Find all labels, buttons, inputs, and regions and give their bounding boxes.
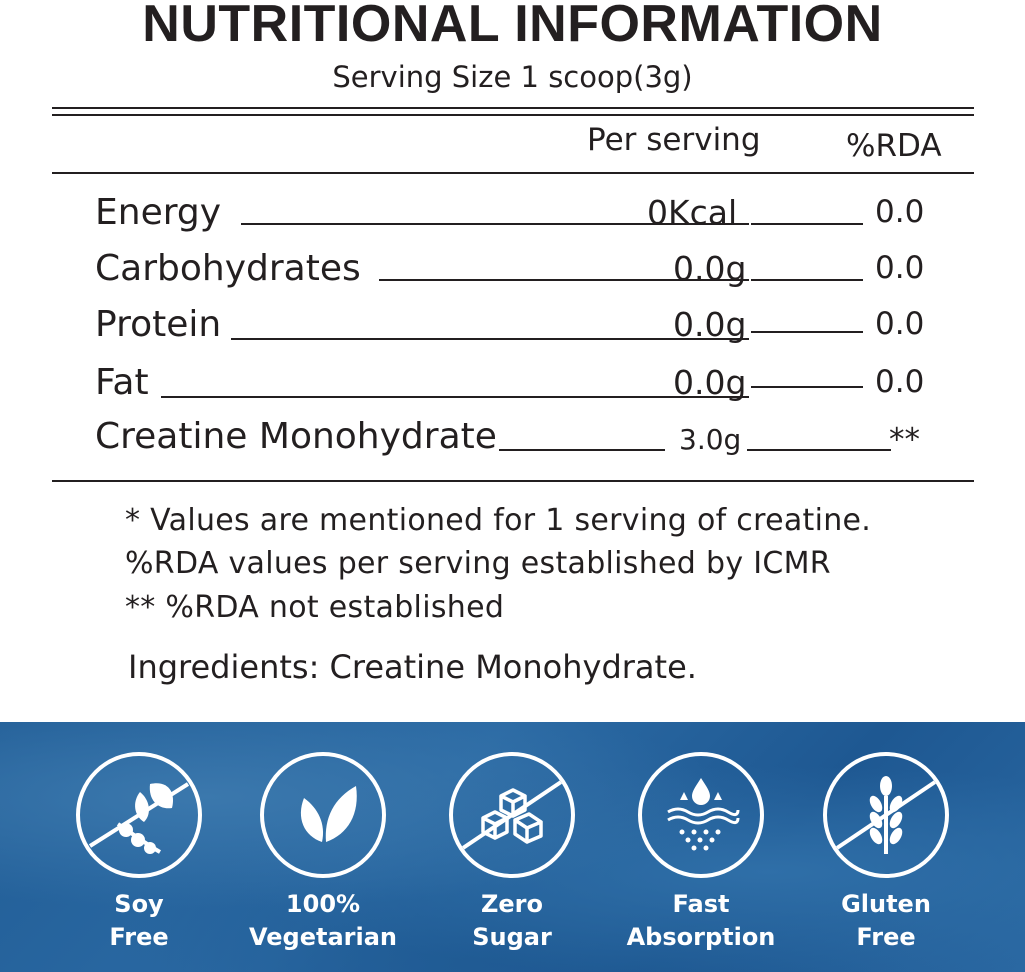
- leader-line: [161, 396, 749, 398]
- nutrient-rda: 0.0: [875, 194, 925, 230]
- badge-label-line1: Gluten: [841, 890, 931, 918]
- footnote-1: * Values are mentioned for 1 serving of creatine.: [125, 503, 872, 538]
- badge-vegetarian: [248, 752, 398, 954]
- nutrient-amount: 0.0g: [673, 363, 747, 402]
- leader-line: [751, 331, 863, 333]
- leader-line: [231, 338, 749, 340]
- nutrient-row-protein: [95, 300, 925, 350]
- nutrient-row-energy: [95, 188, 925, 238]
- nutrient-name: Carbohydrates: [95, 248, 361, 289]
- nutrient-amount: 0.0g: [673, 305, 747, 344]
- nutrient-rda: 0.0: [875, 250, 925, 286]
- double-rule-bottom: [52, 114, 974, 116]
- nutrient-name: Energy: [95, 192, 222, 233]
- badge-label-line2: Free: [109, 923, 169, 951]
- leader-line: [751, 386, 863, 388]
- badge-label-line1: Soy: [114, 890, 164, 918]
- column-header-per-serving: Per serving: [587, 122, 761, 158]
- nutrient-row-creatine: [95, 412, 925, 462]
- serving-size: Serving Size 1 scoop(3g): [332, 60, 693, 94]
- sugar-cubes-icon: [449, 752, 575, 878]
- badge-label-line1: Fast: [672, 890, 730, 918]
- nutrient-rda: 0.0: [875, 364, 925, 400]
- leaf-icon: [260, 752, 386, 878]
- nutrient-row-fat: [95, 358, 925, 408]
- badge-label-line2: Vegetarian: [248, 923, 397, 951]
- nutrient-amount: 0Kcal: [647, 193, 738, 232]
- footnote-3: ** %RDA not established: [125, 590, 505, 625]
- leader-line: [751, 279, 863, 281]
- features-band: [0, 722, 1025, 972]
- column-header-rda: %RDA: [846, 128, 942, 164]
- nutrient-name: Protein: [95, 304, 222, 345]
- badge-fast-absorption: [626, 752, 776, 954]
- absorption-icon: [638, 752, 764, 878]
- leader-line: [747, 449, 891, 451]
- footnote-2: %RDA values per serving established by ICMR: [125, 546, 831, 581]
- badge-label-line2: Free: [856, 923, 916, 951]
- nutrient-name: Creatine Monohydrate: [95, 416, 497, 457]
- badge-label-line2: Sugar: [472, 923, 552, 951]
- nutrient-amount: 0.0g: [673, 249, 747, 288]
- soy-icon: [76, 752, 202, 878]
- ingredients: Ingredients: Creatine Monohydrate.: [128, 648, 697, 686]
- leader-line: [499, 449, 665, 451]
- nutrient-rda: 0.0: [875, 306, 925, 342]
- leader-line: [751, 223, 863, 225]
- badge-label-line1: 100%: [285, 890, 361, 918]
- wheat-icon: [823, 752, 949, 878]
- page-title: NUTRITIONAL INFORMATION: [142, 0, 883, 53]
- nutrient-rda: **: [889, 422, 920, 458]
- badge-label-line1: Zero: [480, 890, 543, 918]
- nutrient-amount: 3.0g: [679, 423, 742, 456]
- double-rule-top: [52, 107, 974, 109]
- nutrient-row-carbohydrates: [95, 244, 925, 294]
- badge-gluten-free: [811, 752, 961, 954]
- badge-zero-sugar: [437, 752, 587, 954]
- header-rule: [52, 172, 974, 174]
- badge-soy-free: [64, 752, 214, 954]
- nutrient-name: Fat: [95, 362, 149, 403]
- badge-label-line2: Absorption: [626, 923, 776, 951]
- table-bottom-rule: [52, 480, 974, 482]
